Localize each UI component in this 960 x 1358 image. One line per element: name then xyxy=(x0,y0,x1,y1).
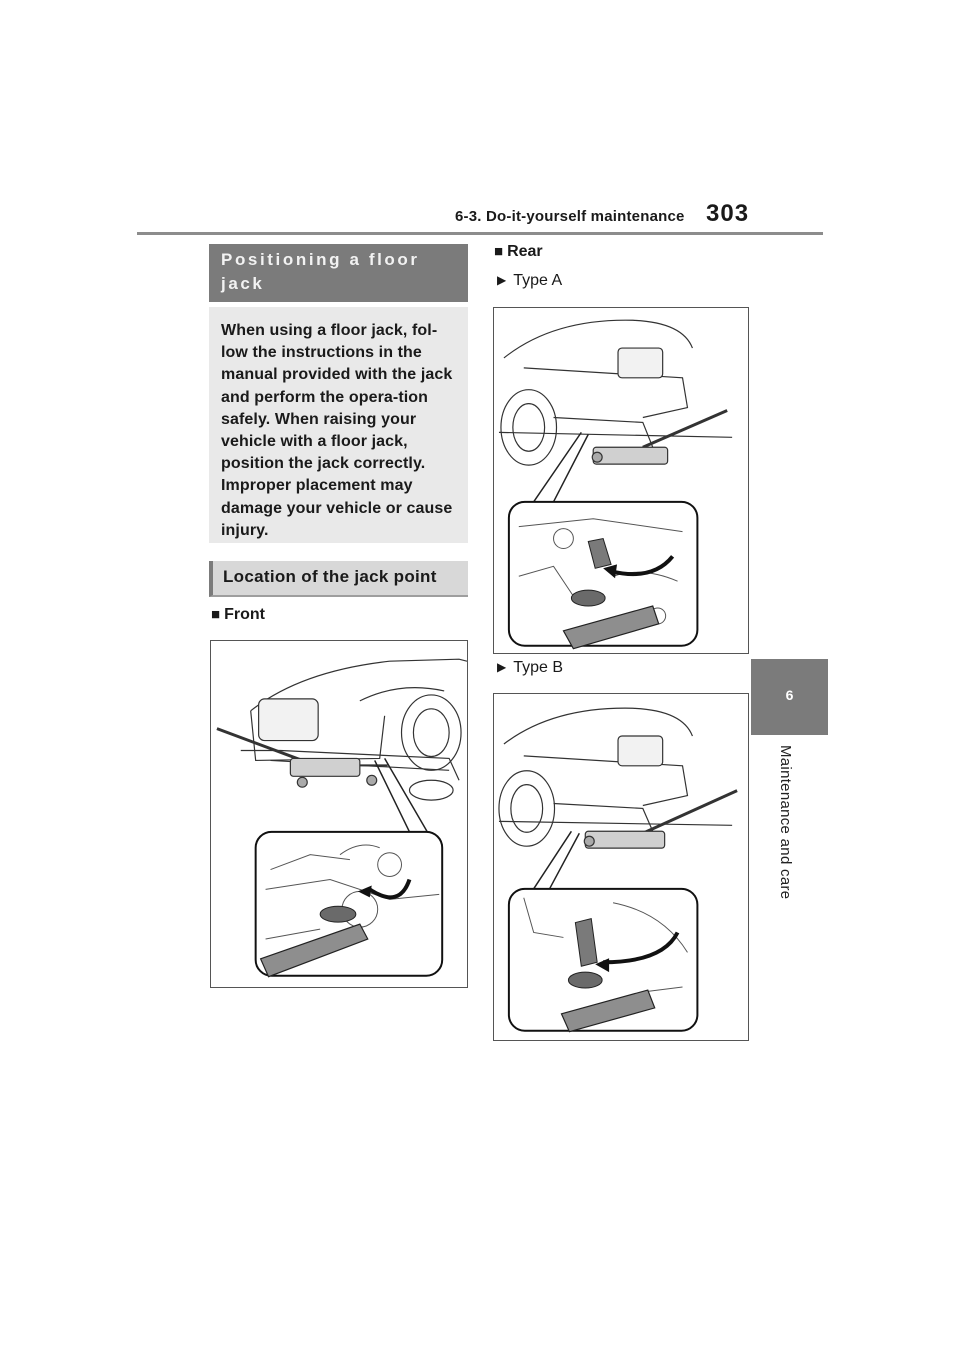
page-number: 303 xyxy=(706,200,750,227)
rear-subheading xyxy=(494,243,543,261)
rear-type-b-illustration xyxy=(494,694,748,1040)
arrow-bullet-icon: ▶ xyxy=(497,273,507,287)
rear-type-b-figure xyxy=(493,693,749,1041)
type-b-label-row xyxy=(497,659,563,677)
header-divider xyxy=(137,232,823,235)
front-subheading xyxy=(211,606,265,624)
rear-type-a-illustration xyxy=(494,308,748,653)
front-jack-illustration xyxy=(211,641,467,987)
chapter-title: Maintenance and care xyxy=(777,745,794,900)
square-bullet-icon: ■ xyxy=(211,606,221,623)
positioning-body: When using a floor jack, fol-low the instructions in the manual provided with the jack and perform the opera-tion safely. When raising your vehicle with a floor jack, position the jack correctly. Improper placement may damage your vehicle or cause injury. xyxy=(221,322,453,539)
location-heading xyxy=(209,561,468,597)
rear-label: Rear xyxy=(507,243,543,260)
square-bullet-icon: ■ xyxy=(494,243,504,260)
positioning-heading xyxy=(209,244,468,302)
section-title: 6-3. Do-it-yourself maintenance xyxy=(455,208,685,225)
chapter-tab[interactable] xyxy=(751,659,828,735)
location-heading-text: Location of the jack point xyxy=(223,567,437,586)
front-label: Front xyxy=(224,606,265,623)
type-b-label: Type B xyxy=(513,659,564,676)
arrow-bullet-icon: ▶ xyxy=(497,660,507,674)
front-jack-figure xyxy=(210,640,468,988)
rear-type-a-figure xyxy=(493,307,749,654)
positioning-heading-text: Positioning a floor jack xyxy=(221,250,420,293)
chapter-number: 6 xyxy=(785,687,794,703)
type-a-label: Type A xyxy=(513,272,563,289)
type-a-label-row xyxy=(497,272,562,290)
positioning-info-box xyxy=(209,307,468,543)
